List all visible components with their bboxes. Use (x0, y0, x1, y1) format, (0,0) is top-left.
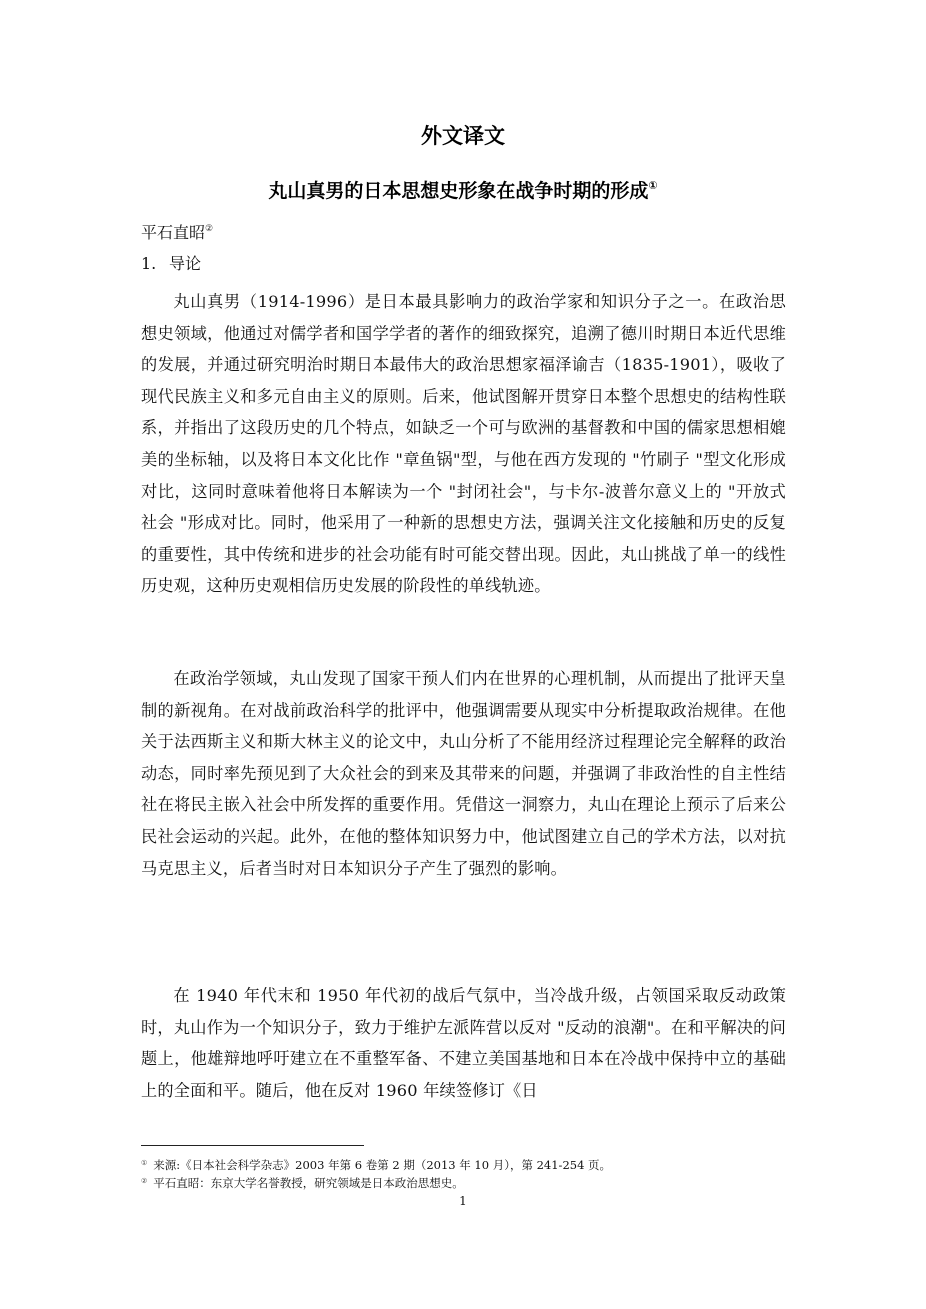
body-paragraph: 丸山真男（1914-1996）是日本最具影响力的政治学家和知识分子之一。在政治思想史领域，他通过对儒学者和国学学者的著作的细致探究，追溯了德川时期日本近代思维的发展，并通过研究明治时期日本最伟大的政治思想家福泽谕吉（1835-1901），吸收了现代民族主义和多元自由主义的原则。后来，他试图解开贯穿日本整个思想史的结构性联系，并指出了这段历史的几个特点，如缺乏一个可与欧洲的基督教和中国的儒家思想相媲美的坐标轴，以及将日本文化比作 "章鱼锅"型，与他在西方发现的 "竹刷子 "型文化形成对比，这同时意味着他将日本解读为一个 "封闭社会"，与卡尔-波普尔意义上的 "开放式社会 "形成对比。同时，他采用了一种新的思想史方法，强调关注文化接触和历史的反复的重要性，其中传统和进步的社会功能有时可能交替出现。因此，丸山挑战了单一的线性历史观，这种历史观相信历史发展的阶段性的单线轨迹。 (141, 292, 786, 596)
footnote-mark: ② (141, 1177, 148, 1185)
author-line (141, 216, 213, 246)
document-heading: 外文译文 (421, 124, 505, 148)
author-name: 平石直昭 (141, 223, 206, 242)
body-paragraph: 在 1940 年代末和 1950 年代初的战后气氛中，当冷战升级，占领国采取反动政策时，丸山作为一个知识分子，致力于维护左派阵营以反对 "反动的浪潮"。在和平解决的问题上，他雄辩地呼吁建立在不重整军备、不建立美国基地和日本在冷战中保持中立的基础上的全面和平。随后，他在反对 1960 年续签修订《日 (141, 986, 786, 1100)
section-number: 1. (141, 254, 157, 273)
title-footnote-mark: ① (648, 179, 658, 192)
body-paragraph: 在政治学领域，丸山发现了国家干预人们内在世界的心理机制，从而提出了批评天皇制的新视角。在对战前政治科学的批评中，他强调需要从现实中分析提取政治规律。在他关于法西斯主义和斯大林主义的论文中，丸山分析了不能用经济过程理论完全解释的政治动态，同时率先预见到了大众社会的到来及其带来的问题，并强调了非政治性的自主性结社在将民主嵌入社会中所发挥的重要作用。凭借这一洞察力，丸山在理论上预示了后来公民社会运动的兴起。此外，在他的整体知识努力中，他试图建立自己的学术方法，以对抗马克思主义，后者当时对日本知识分子产生了强烈的影响。 (141, 669, 786, 878)
article-title (0, 171, 926, 206)
section-heading (141, 251, 201, 277)
footnotes (141, 1155, 786, 1191)
footnote-text: 平石直昭：东京大学名誉教授，研究领域是日本政治思想史。 (153, 1176, 464, 1190)
footnote (141, 1155, 786, 1173)
footnote-text: 来源:《日本社会科学杂志》2003 年第 6 卷第 2 期（2013 年 10 月），第 241-254 页。 (153, 1158, 612, 1172)
article-title-text: 丸山真男的日本思想史形象在战争时期的形成 (268, 180, 649, 202)
page-number: 1 (459, 1194, 467, 1208)
footnote-mark: ① (141, 1159, 148, 1167)
footnote (141, 1173, 786, 1191)
footnote-divider (141, 1145, 364, 1146)
author-footnote-mark: ② (205, 224, 214, 234)
section-label: 导论 (169, 254, 202, 273)
